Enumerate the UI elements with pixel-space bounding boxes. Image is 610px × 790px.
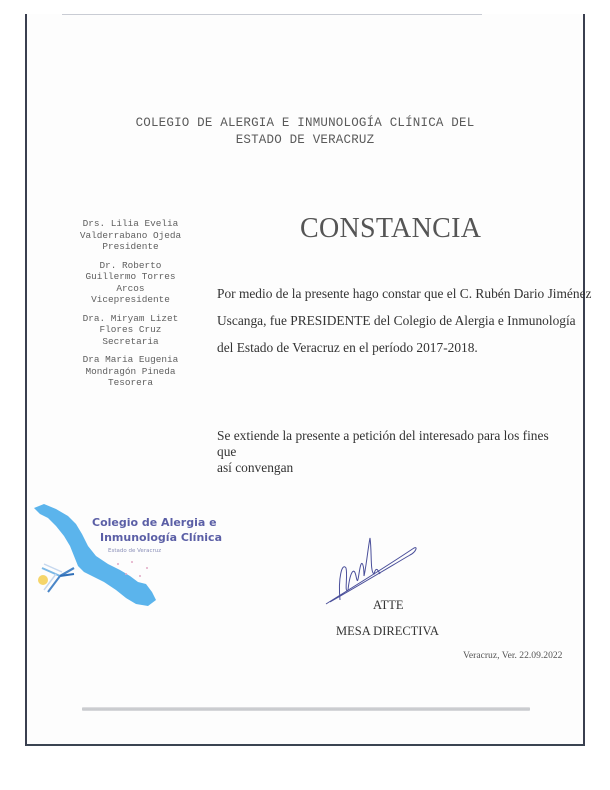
certificate-body: [217, 280, 592, 361]
member-name: Dra. Miryam Lizet: [82, 312, 179, 324]
antibody-icon: [38, 564, 74, 592]
logo-text-line-1: Colegio de Alergia e: [92, 516, 217, 529]
member-name: Arcos: [116, 282, 145, 294]
member-name: Valderrabano Ojeda: [79, 229, 182, 241]
closing-line: Se extiende la presente a petición del interesado para los fines que: [217, 428, 549, 459]
board-member: [48, 313, 213, 348]
body-line: del Estado de Veracruz en el período 2017-2018.: [217, 340, 478, 355]
member-name: Guillermo Torres: [85, 271, 176, 282]
footer-rule: [82, 707, 530, 711]
member-name: Dra Maria Eugenia: [82, 354, 179, 365]
member-name: Dr. Roberto: [99, 259, 162, 271]
closing-paragraph: [217, 428, 557, 476]
board-member: [48, 260, 213, 306]
mesa-directiva-label: MESA DIRECTIVA: [336, 624, 439, 638]
board-of-directors: [48, 218, 213, 396]
member-name: Mondragón Pineda: [85, 365, 176, 377]
board-member: [48, 218, 213, 253]
logo-text-line-3: Estado de Veracruz: [108, 548, 162, 554]
member-role: Tesorera: [107, 377, 153, 388]
header-line-2: ESTADO DE VERACRUZ: [235, 133, 375, 147]
member-role: Vicepresidente: [91, 294, 170, 305]
member-role: Presidente: [102, 241, 159, 252]
veracruz-map-icon: [30, 496, 215, 621]
header-line-1: COLEGIO DE ALERGIA E INMUNOLOGÍA CLÍNICA DEL: [135, 116, 475, 130]
board-member: [48, 354, 213, 389]
issue-date: Veracruz, Ver. 22.09.2022: [463, 650, 563, 661]
body-line: Por medio de la presente hago constar que el C. Rubén Dario Jiménez: [217, 286, 592, 301]
logo-text-line-2: Inmunología Clínica: [100, 531, 222, 544]
top-rule: [62, 14, 482, 15]
member-name: Flores Cruz: [99, 324, 162, 335]
college-logo: [30, 496, 222, 621]
member-role: Secretaria: [102, 335, 159, 347]
atte-label: ATTE: [373, 598, 404, 612]
document-title: CONSTANCIA: [300, 213, 482, 244]
document-header: [0, 115, 610, 149]
member-name: Drs. Lilia Evelia: [82, 218, 179, 229]
body-line: Uscanga, fue PRESIDENTE del Colegio de Alergia e Inmunología: [217, 313, 576, 328]
closing-line: así convengan: [217, 460, 294, 475]
